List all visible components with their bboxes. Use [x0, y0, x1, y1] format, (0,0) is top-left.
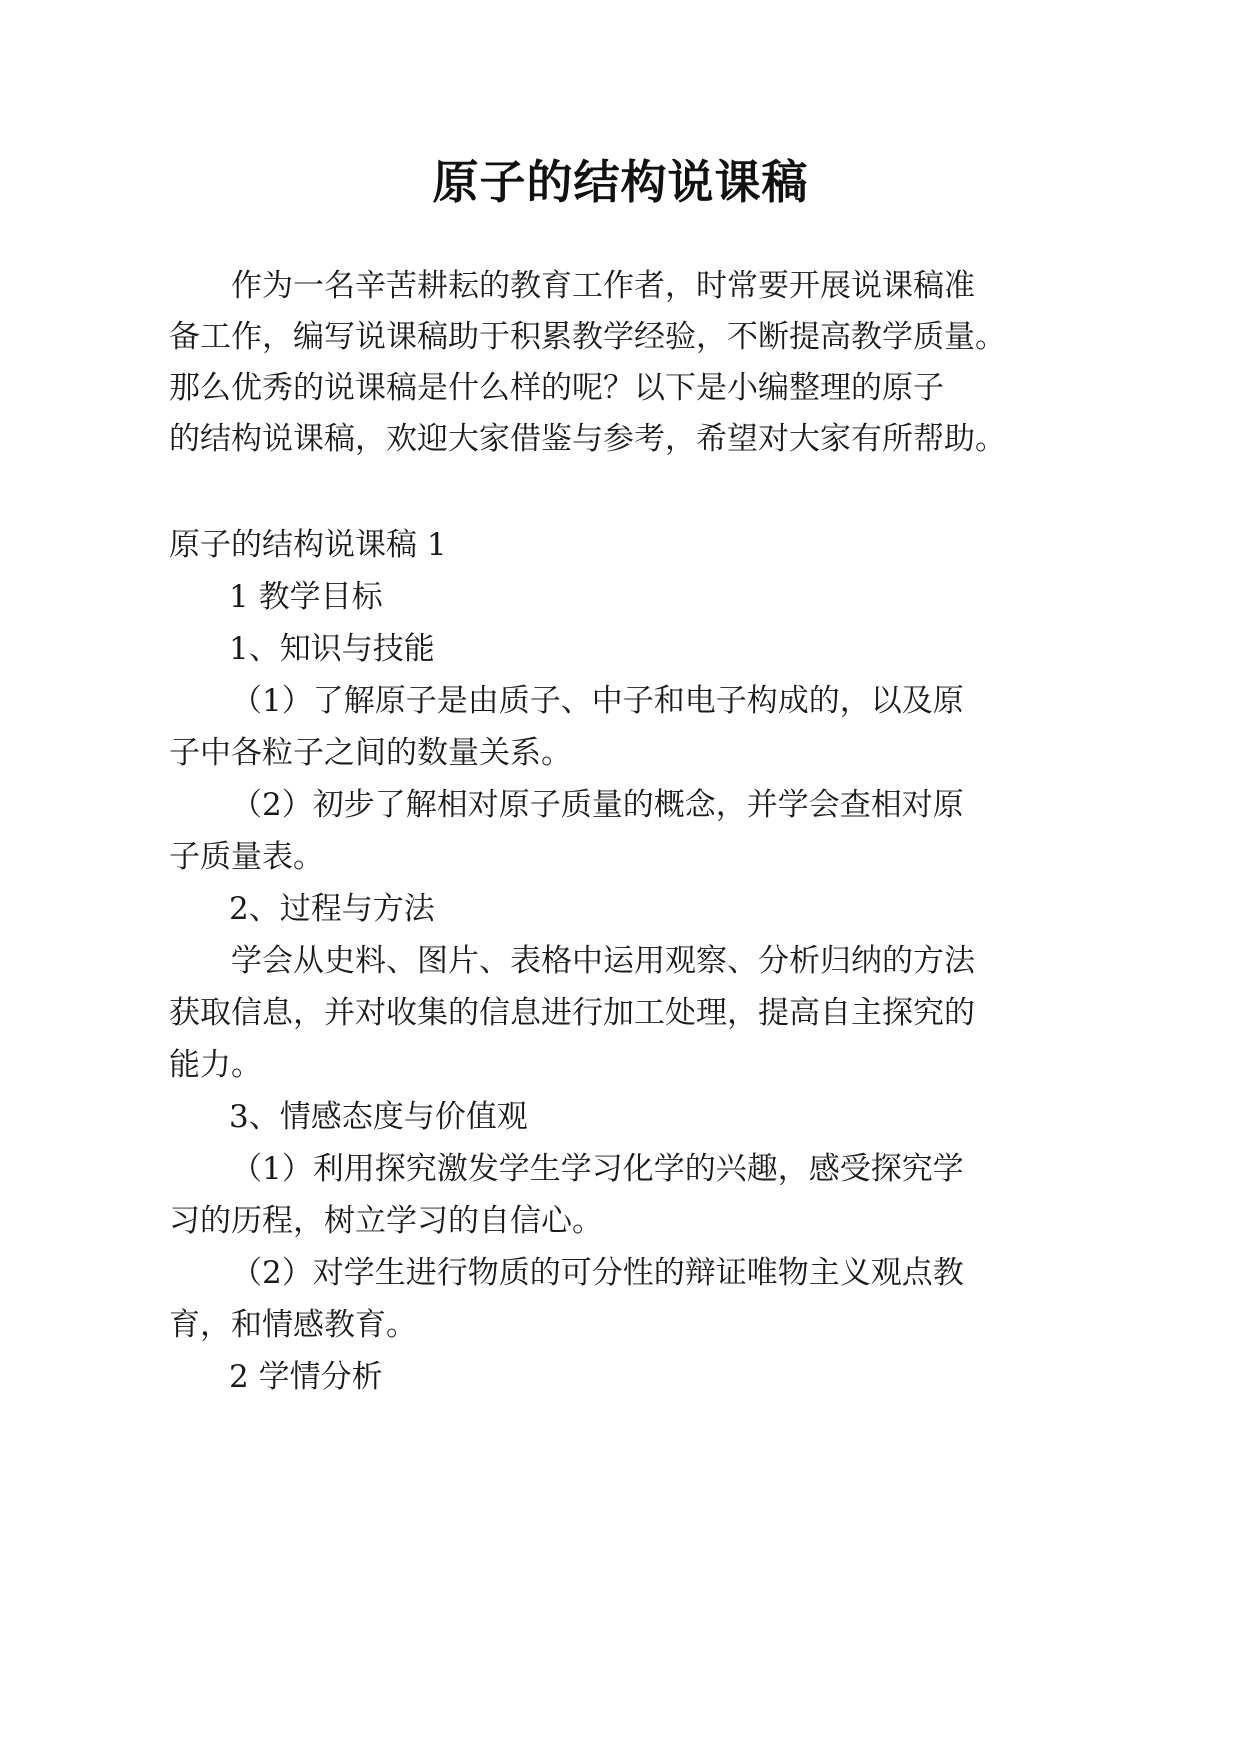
intro-line: 的结构说课稿，欢迎大家借鉴与参考，希望对大家有所帮助。 — [169, 421, 1006, 457]
emotion-item-2: （2）对学生进行物质的可分性的辩证唯物主义观点教 — [231, 1255, 964, 1291]
intro-line: 备工作，编写说课稿助于积累教学经验，不断提高教学质量。 — [169, 319, 1006, 355]
intro-line: 那么优秀的说课稿是什么样的呢？以下是小编整理的原子 — [169, 370, 944, 406]
page-title: 原子的结构说课稿 — [432, 155, 809, 209]
knowledge-item-2: （2）初步了解相对原子质量的概念，并学会查相对原 — [231, 787, 964, 823]
knowledge-item-1-cont: 子中各粒子之间的数量关系。 — [169, 735, 572, 771]
heading-objectives: 1 教学目标 — [229, 579, 383, 615]
heading-analysis: 2 学情分析 — [229, 1359, 383, 1395]
intro-line: 作为一名辛苦耕耘的教育工作者，时常要开展说课稿准 — [231, 268, 975, 304]
heading-process: 2、过程与方法 — [229, 891, 435, 927]
heading-emotion: 3、情感态度与价值观 — [229, 1099, 528, 1135]
process-text: 获取信息，并对收集的信息进行加工处理，提高自主探究的 — [169, 995, 975, 1031]
process-text: 学会从史料、图片、表格中运用观察、分析归纳的方法 — [231, 943, 975, 979]
process-text: 能力。 — [169, 1047, 262, 1083]
emotion-item-1: （1）利用探究激发学生学习化学的兴趣，感受探究学 — [231, 1151, 964, 1187]
section-title: 原子的结构说课稿 1 — [169, 527, 447, 563]
emotion-item-1-cont: 习的历程，树立学习的自信心。 — [169, 1203, 603, 1239]
knowledge-item-2-cont: 子质量表。 — [169, 839, 324, 875]
heading-knowledge: 1、知识与技能 — [229, 631, 435, 667]
emotion-item-2-cont: 育，和情感教育。 — [169, 1307, 417, 1343]
knowledge-item-1: （1）了解原子是由质子、中子和电子构成的，以及原 — [231, 683, 964, 719]
